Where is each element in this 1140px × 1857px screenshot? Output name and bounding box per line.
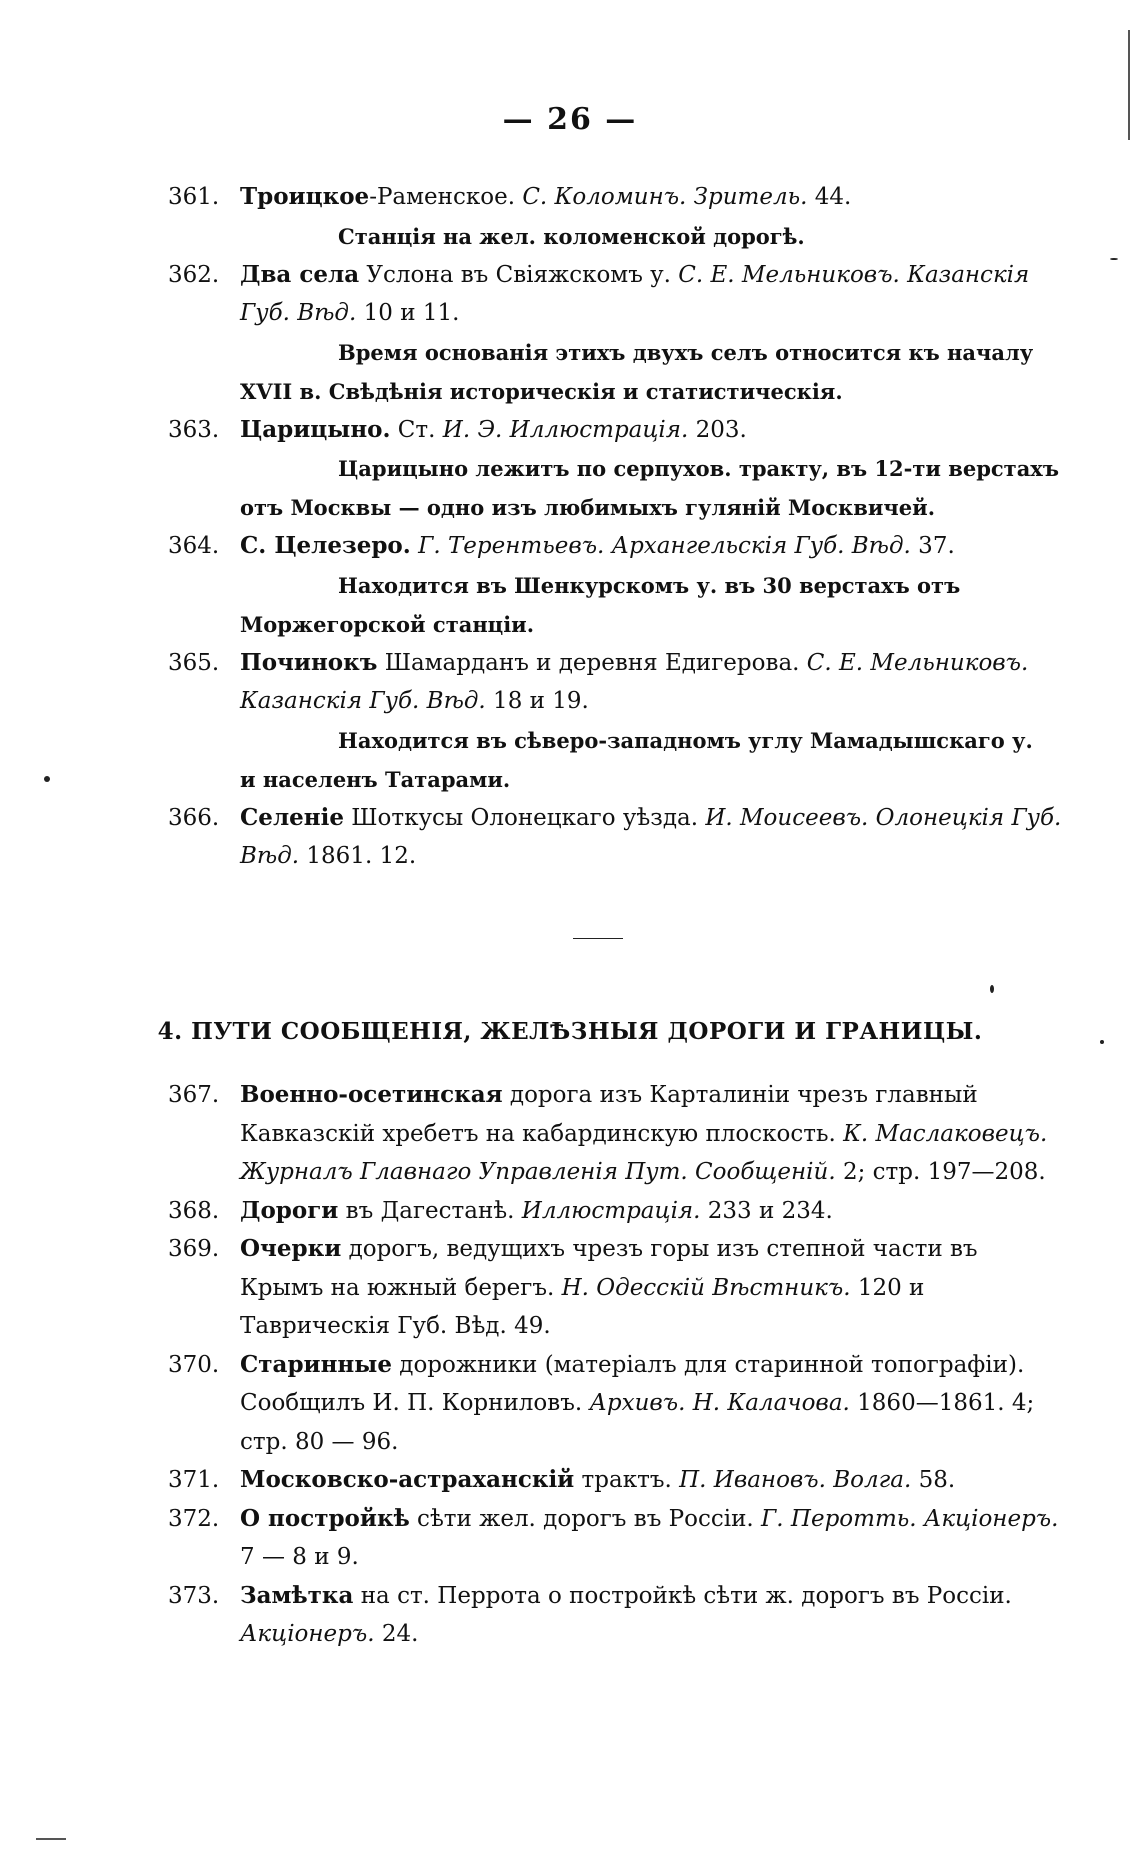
entry-heading: С. Целезеро. xyxy=(240,532,411,559)
entry-note xyxy=(168,449,1068,527)
catalog-entry xyxy=(168,1346,1068,1462)
entry-heading: Старинные xyxy=(240,1350,392,1378)
entry-note-continuation: и населенъ Татарами. xyxy=(240,766,511,792)
entry-issue: 44. xyxy=(807,184,852,210)
entry-issue: 1860—1861. 4; стр. 80 — 96. xyxy=(240,1390,1035,1455)
section-title: 4. ПУТИ СООБЩЕНІЯ, ЖЕЛѢЗНЫЯ ДОРОГИ И ГРАНИЦЫ. xyxy=(157,1018,983,1045)
entry-text: Ст. xyxy=(390,416,443,443)
entry-issue: 1861. 12. xyxy=(299,843,417,869)
catalog-entry xyxy=(168,799,1068,876)
entry-heading: Очерки xyxy=(240,1235,342,1262)
entry-heading: Царицыно. xyxy=(240,415,391,443)
entry-text: Услона въ Свіяжскомъ у. xyxy=(359,261,679,288)
entry-source: Н. Одесскій Вѣстникъ. xyxy=(561,1274,851,1301)
entry-number: 372. xyxy=(168,1505,220,1532)
scan-speck xyxy=(990,985,994,993)
entry-note xyxy=(168,217,1068,256)
catalog-entry xyxy=(168,411,1068,528)
entry-text xyxy=(411,533,418,559)
entry-note-continuation: Моржегорской станціи. xyxy=(240,611,535,637)
entry-heading: Московско-астраханскій xyxy=(240,1466,575,1493)
catalog-entry xyxy=(168,1577,1068,1654)
catalog-entry xyxy=(168,1500,1068,1577)
entry-heading: Селеніе xyxy=(240,803,344,831)
entry-note xyxy=(168,566,1068,644)
entry-issue: 24. xyxy=(374,1621,419,1647)
entry-number: 364. xyxy=(168,533,220,559)
entry-note xyxy=(168,333,1068,411)
entry-citation xyxy=(168,411,1068,450)
entry-number: 373. xyxy=(168,1582,220,1609)
entry-issue: 120 и Таврическія Губ. Вѣд. 49. xyxy=(240,1274,925,1339)
scan-speck xyxy=(1100,1040,1104,1044)
entry-heading: Дороги xyxy=(240,1196,339,1224)
scan-speck xyxy=(44,776,50,782)
entry-citation xyxy=(168,1346,1068,1462)
entry-text: Шоткусы Олонецкаго уѣзда. xyxy=(344,804,706,831)
entry-issue: 7 — 8 и 9. xyxy=(240,1544,359,1570)
entry-citation xyxy=(168,1500,1068,1577)
entry-text: дорогъ, ведущихъ чрезъ горы изъ степной части въ Крымъ на южный берегъ. xyxy=(240,1236,978,1301)
entry-citation xyxy=(168,1230,1068,1346)
entry-issue: 10 и 11. xyxy=(356,300,460,326)
entry-source: П. Ивановъ. Волга. xyxy=(679,1467,912,1493)
section-divider xyxy=(573,938,623,939)
entry-source: Иллюстрація. xyxy=(521,1197,701,1224)
entry-citation xyxy=(168,1192,1068,1231)
scan-speck xyxy=(1110,258,1118,260)
entry-citation xyxy=(168,256,1068,333)
entry-issue: 58. xyxy=(911,1467,956,1493)
entry-text: на ст. Перрота о постройкѣ сѣти ж. дорогъ въ Россіи. xyxy=(353,1582,1012,1609)
catalog-entry xyxy=(168,1192,1068,1231)
entry-citation xyxy=(168,799,1068,876)
entry-citation xyxy=(168,1076,1068,1192)
entry-text: трактъ. xyxy=(574,1467,680,1493)
entry-number: 362. xyxy=(168,261,220,288)
entry-issue: 233 и 234. xyxy=(700,1197,833,1224)
margin-rule-mark xyxy=(1128,30,1130,140)
entry-heading: Два села xyxy=(240,260,360,288)
entry-citation xyxy=(168,527,1068,566)
entry-citation xyxy=(168,1577,1068,1654)
entry-number: 369. xyxy=(168,1236,220,1262)
entry-source: С. Е. Мельниковъ. Казанскія Губ. Вѣд. xyxy=(240,261,1030,326)
entry-note-first-line: Время основанія этихъ двухъ селъ относится къ началу xyxy=(338,339,1034,365)
entry-source: С. Коломинъ. Зритель. xyxy=(522,184,808,210)
entry-note-first-line: Станція на жел. коломенской дорогѣ. xyxy=(338,223,805,249)
entry-number: 365. xyxy=(168,649,220,676)
entry-number: 371. xyxy=(168,1467,220,1493)
entry-heading: Починокъ xyxy=(240,648,378,676)
entry-number: 368. xyxy=(168,1197,220,1224)
entry-source: К. Маслаковецъ. Журналъ Главнаго Управленія Пут. Сообщеній. xyxy=(240,1120,1048,1185)
entry-source: Г. Терентьевъ. Архангельскія Губ. Вѣд. xyxy=(418,533,911,559)
entry-text: -Раменское. xyxy=(369,184,523,210)
entry-note-first-line: Находится въ сѣверо-западномъ углу Мамадышскаго у. xyxy=(338,727,1033,753)
entry-text: сѣти жел. дорогъ въ Россіи. xyxy=(409,1505,762,1532)
entry-issue: 203. xyxy=(688,416,747,443)
entry-note-continuation: XVII в. Свѣдѣнія историческія и статистическія. xyxy=(240,378,843,404)
entry-issue: 18 и 19. xyxy=(485,688,589,714)
entry-source: И. Э. Иллюстрація. xyxy=(442,416,689,443)
entry-heading: Замѣтка xyxy=(240,1581,354,1609)
catalog-entry xyxy=(168,1230,1068,1346)
catalog-entry xyxy=(168,1461,1068,1500)
entry-note-first-line: Находится въ Шенкурскомъ у. въ 30 верстахъ отъ xyxy=(338,572,961,598)
entry-source: Акціонеръ. xyxy=(240,1621,375,1647)
entry-text: дорожники (матеріалъ для старинной топографіи). Сообщилъ И. П. Корниловъ. xyxy=(240,1351,1025,1416)
entry-source: С. Е. Мельниковъ. Казанскія Губ. Вѣд. xyxy=(240,649,1029,714)
entries-list-roads xyxy=(168,1076,1068,1654)
entry-source: И. Моисеевъ. Олонецкія Губ. Вѣд. xyxy=(240,804,1062,869)
entry-note-first-line: Царицыно лежитъ по серпухов. тракту, въ 12-ти верстахъ xyxy=(338,456,1059,481)
entry-citation xyxy=(168,1461,1068,1500)
entry-issue: 2; стр. 197—208. xyxy=(835,1159,1046,1185)
entry-text: въ Дагестанѣ. xyxy=(338,1197,522,1224)
entry-source: Г. Перотть. Акціонеръ. xyxy=(761,1505,1059,1532)
entry-number: 363. xyxy=(168,416,220,443)
margin-rule-mark xyxy=(36,1838,66,1840)
entry-note-continuation: отъ Москвы — одно изъ любимыхъ гуляній Москвичей. xyxy=(240,495,936,520)
entry-text: дорога изъ Карталиніи чрезъ главный Кавказскій хребетъ на кабардинскую плоскость. xyxy=(240,1082,978,1147)
entry-number: 367. xyxy=(168,1082,220,1108)
entry-text: Шамарданъ и деревня Едигерова. xyxy=(377,649,807,676)
catalog-entry xyxy=(168,644,1068,799)
entry-source: Архивъ. Н. Калачова. xyxy=(589,1390,850,1416)
entry-citation xyxy=(168,644,1068,721)
catalog-entry xyxy=(168,527,1068,644)
entry-heading: О постройкѣ xyxy=(240,1504,410,1532)
catalog-entry xyxy=(168,256,1068,411)
entry-issue: 37. xyxy=(910,533,955,559)
catalog-entry xyxy=(168,178,1068,256)
entry-note xyxy=(168,721,1068,799)
entry-citation xyxy=(168,178,1068,217)
entry-heading: Троицкое xyxy=(240,183,370,210)
entry-number: 366. xyxy=(168,804,220,831)
page-number: — 26 — xyxy=(502,102,638,137)
entries-list-localities xyxy=(168,178,1068,876)
entry-number: 361. xyxy=(168,184,220,210)
entry-heading: Военно-осетинская xyxy=(240,1081,503,1108)
entry-number: 370. xyxy=(168,1351,220,1378)
catalog-entry xyxy=(168,1076,1068,1192)
